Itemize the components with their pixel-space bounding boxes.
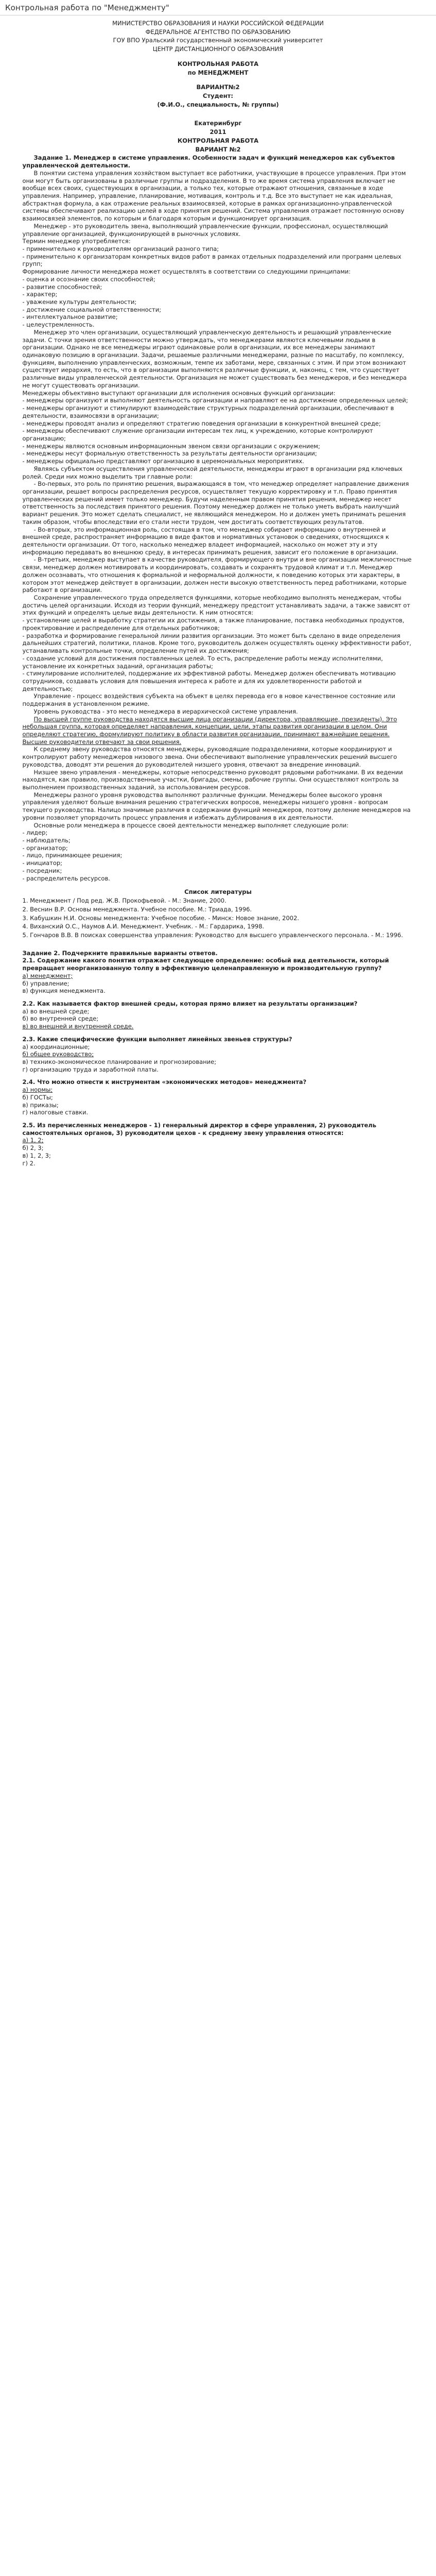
question xyxy=(23,1036,414,1074)
list-item: - стимулирование исполнителей, поддержание их эффективной работы. Менеджер должен обеспечивать мотивацию сотрудников, создавать условия для повышения интереса к работе и для их удовлетворенности работой и деятельностью; xyxy=(22,670,396,692)
list-item: - менеджеры обеспечивают служение организации интересам тех лиц, к учреждению, которые контролируют организацию; xyxy=(22,427,373,442)
answer-option: а) менеджмент; xyxy=(22,972,73,979)
literature-item: 3. Кабушкин Н.И. Основы менеджмента: Учебное пособие. - Минск: Новое знание, 2002. xyxy=(22,914,300,922)
literature-title: Список литературы xyxy=(184,888,252,896)
question xyxy=(23,1000,414,1030)
question-text: 2.3. Какие специфические функции выполняет линейных звеньев структуры? xyxy=(22,1035,292,1043)
list-item: - лидер; xyxy=(22,829,48,837)
paragraph: Низшее звено управления - менеджеры, которые непосредственно руководят рядовыми работниками. В их ведении находятся, как правило, производственные участки, бригады, смены, рабочие группы. Они осуществляют контроль за выполнением производственных заданий, за использованием ресурсов. xyxy=(22,768,403,791)
student-fields: (Ф.И.О., специальность, № группы) xyxy=(157,100,279,108)
literature-item: 1. Менеджмент / Под ред. Ж.В. Прокофьевой. - М.: Знание, 2000. xyxy=(22,897,226,905)
answer-option: в) 1, 2, 3; xyxy=(22,1151,51,1159)
answer-option: б) ГОСТы; xyxy=(22,1093,53,1101)
list-item: - организатор; xyxy=(22,844,68,852)
list-item: - достижение социальной ответственности; xyxy=(22,306,162,313)
paragraph: Менеджер - это руководитель звена, выполняющий управленческие функции, профессионал, осуществляющий управление организацией, функционирующей в рыночных условиях. xyxy=(22,222,388,238)
list-item: - менеджеры проводят анализ и определяют стратегию поведения организации в конкурентной внешней среде; xyxy=(22,419,381,427)
list-item: - целеустремленность. xyxy=(22,321,95,329)
list-item: - оценка и осознание своих способностей; xyxy=(22,275,155,283)
list-item: - посредник; xyxy=(22,867,62,874)
paragraph: Термин менеджер употребляется: xyxy=(22,238,131,245)
question xyxy=(23,1122,414,1167)
work-title-2: КОНТРОЛЬНАЯ РАБОТА xyxy=(177,137,259,144)
header-line: ЦЕНТР ДИСТАНЦИОННОГО ОБРАЗОВАНИЯ xyxy=(152,45,284,53)
answer-option: а) координационные; xyxy=(22,1043,90,1050)
list-item: - уважение культуры деятельности; xyxy=(22,298,137,306)
header-line: ГОУ ВПО Уральский государственный экономический университет xyxy=(113,37,323,44)
task1-title: Задание 1. Менеджер в системе управления. Особенности задач и функций менеджеров как субъектов управленческой деятельности. xyxy=(22,154,395,170)
variant: ВАРИАНТ№2 xyxy=(196,83,240,91)
question-text: 2.5. Из перечисленных менеджеров - 1) генеральный директор в сфере управления, 2) руководитель самостоятельных органов, 3) руководители цехов - к среднему звену управления относятся: xyxy=(22,1122,377,1137)
list-item: - менеджеры организуют и стимулируют взаимодействие структурных подразделений организации, обеспечивают в деятельности, взаимосвязи в организации; xyxy=(22,404,394,419)
list-item: - установление целей и выработку стратегии их достижения, а также планирование, поставка необходимых продуктов, проектирование и распределение для отдельных работников; xyxy=(22,617,405,632)
question-text: 2.4. Что можно отнести к инструментам «экономических методов» менеджмента? xyxy=(22,1078,307,1086)
document xyxy=(23,20,414,1167)
answer-option: б) общее руководство; xyxy=(22,1050,94,1058)
paragraph: Менеджеры разного уровня руководства выполняют различные функции. Менеджеры более высокого уровня управления уделяют больше внимания решению стратегических вопросов, менеджеры низшего уровня - вопросам текущего руководства. Налицо значимые различия в содержании функций менеджеров, поэтому деление менеджеров на уровни позволяет упорядочить процесс управления и избежать дублирования в их деятельности. xyxy=(22,791,411,821)
student-label: Студент: xyxy=(203,92,233,100)
answer-option: г) налоговые ставки. xyxy=(22,1109,89,1116)
paragraph: - применительно к руководителям организаций разного типа; xyxy=(22,245,219,252)
city: Екатеринбург xyxy=(194,120,242,127)
paragraph: Формирование личности менеджера может осуществлять в соответствии со следующими принципами: xyxy=(22,268,351,276)
list-item: - интеллектуальное развитие; xyxy=(22,313,118,321)
list-item: - наблюдатель; xyxy=(22,837,71,844)
literature-item: 5. Гончаров В.В. В поисках совершенства управления: Руководство для высшего управленческого персонала. - М.: 1996. xyxy=(22,931,403,939)
paragraph: В понятии система управления хозяйством выступает все работники, участвующие в процессе управления. При этом они могут быть организованы в различные группы и подразделения. В то же время система управления включает не вообще всех своих, существующих в организации, а только тех, которые отражают отношения, связанные в ходе управления. Например, управление, планирование, мотивация, контроль и т.д. Все это выступает не как идеальная, абстрактная формула, а как отражение реальных взаимосвязей, которые в рамках организационно-управленческой системы обеспечивают реализацию целей в ходе принятия решений. Система управления отражает постоянную основу взаимосвязей элементов, по которым и благодаря которым и функционирует организация. xyxy=(22,169,406,223)
answer-option: а) во внешней среде; xyxy=(22,1007,90,1015)
list-item: - менеджеры являются основным информационным звеном связи организации с окружением; xyxy=(22,442,320,450)
paragraph: Сохранение управленческого труда определяется функциями, которые необходимо выполнять менеджерам, чтобы достичь целей организации. Исходя из теории функций, менеджеру предстоит устанавливать задачи, а также зависят от этих функций и определять целые виды деятельности. К ним относятся: xyxy=(22,594,410,617)
answer-option: б) 2, 3; xyxy=(22,1144,44,1152)
list-item: - менеджеры несут формальную ответственность за результаты деятельности организации; xyxy=(22,450,317,457)
literature-item: 4. Виханский О.С., Наумов А.И. Менеджмент. Учебник. - М.: Гардарика, 1998. xyxy=(22,923,265,930)
literature-item: 2. Веснин В.Р. Основы менеджмента. Учебное пособие. М.: Триада, 1996. xyxy=(22,905,252,913)
task1-body xyxy=(23,170,414,883)
list-item: - разработка и формирование генеральной линии развития организации. Это может быть сделано в виде определения дальнейших стратегий, политики, планов. Кроме того, руководитель должен осуществлять оценку эффективности работ, устанавливать контрольные точки, определение путей их достижения; xyxy=(22,632,411,655)
header-line: ФЕДЕРАЛЬНОЕ АГЕНТСТВО ПО ОБРАЗОВАНИЮ xyxy=(145,28,291,36)
paragraph: Являясь субъектом осуществления управленческой деятельности, менеджеры играют в организации ряд ключевых ролей. Среди них можно выделить три главные роли: xyxy=(22,465,403,480)
answer-option: в) приказы; xyxy=(22,1101,59,1109)
answer-option: г) 2. xyxy=(22,1159,36,1167)
question-text: 2.1. Содержание какого понятия отражает следующее определение: особый вид деятельности, который превращает неорганизованную толпу в эффективную целенаправленную и производительную группу? xyxy=(22,957,389,972)
year: 2011 xyxy=(210,128,226,136)
list-item: - менеджеры организуют и выполняют деятельность организации и направляют ее на достижение определенных целей; xyxy=(22,397,408,404)
list-item: - менеджеры официально представляют организацию в церемониальных мероприятиях. xyxy=(22,457,304,465)
list-item: - инициатор; xyxy=(22,859,63,867)
list-item: - распределитель ресурсов. xyxy=(22,874,110,882)
subject: по МЕНЕДЖМЕНТ xyxy=(187,69,249,76)
answer-option: б) во внутренней среде; xyxy=(22,1015,99,1023)
paragraph: Управление - процесс воздействия субъекта на объект в целях перевода его в новое качественное состояние или поддержания в установленном режиме. xyxy=(22,692,395,708)
paragraph: По высшей группе руководства находятся высшие лица организации (директора, управляющие, президенты). Это небольшая группа, которая определяет направления, концепции, цели, этапы развития организации в целом. Они определяют стратегию, формулируют политику в области развития организации, принимают важнейшие решения. Высшие руководители отвечают за свои решения. xyxy=(22,715,397,745)
question xyxy=(23,1078,414,1116)
paragraph: - В-третьих, менеджер выступает в качестве руководителя, формирующего внутри и вне организации межличностные связи, менеджер должен мотивировать и координировать, создавать и сохранять трудовой климат и т.п. Менеджер должен осознавать, что отношения к формальной и неформальной должности, к поведению которых эти характеры, в котором этот менеджер действует в организации, должен нести высокую ответственность перед работниками, которые работают в организации. xyxy=(22,556,412,594)
variant-2: ВАРИАНТ №2 xyxy=(195,145,241,153)
answer-option: б) управление; xyxy=(22,979,69,987)
answer-option: а) 1, 2; xyxy=(22,1137,44,1144)
list-item: - лицо, принимающее решения; xyxy=(22,852,123,859)
list-item: - создание условий для достижения поставленных целей. То есть, распределение работы между исполнителями, установление их конкретных заданий, организация работы; xyxy=(22,654,383,670)
paragraph: Менеджер это член организации, осуществляющий управленческую деятельность и решающий управленческие задачи. С точки зрения ответственности можно утверждать, что менеджерами являются ключевыми людьми в организации. Однако не все менеджеры играют одинаковые роли в организации, их все менеджеры занимают одинаковую позицию в организации. Задачи, решаемые различными менеджерами, разные по масштабу, по комплексу, функциям, выполнению управленческих, возможным, темпе их заботами, мере, связанных с этим. И при этом возникают существует иерархия, то есть, что в организации выполняются различные функции, и, наконец, с тем, что существует различные виды управленческой деятельности. Организация не может существовать без менеджеров, и без менеджера не могут существовать организации. xyxy=(22,328,407,389)
paragraph: К среднему звену руководства относятся менеджеры, руководящие подразделениями, которые координируют и контролируют работу менеджеров низового звена. Они обеспечивают выполнение управленческих решений высшего руководства, доводят эти решения до руководителей низшего уровня, отвечают за внедрение инноваций. xyxy=(22,745,397,768)
work-title: КОНТРОЛЬНАЯ РАБОТА xyxy=(177,60,259,67)
paragraph: - Во-вторых, это информационная роль, состоящая в том, что менеджер собирает информацию о внутренней и внешней среде, распространяет информацию в виде фактов и нормативных установок о сведениях, относящихся к деятельности организации. От того, насколько менеджер владеет информацией, насколько он может эту и эту информацию передавать во внешнюю среду, в интересах принимать решения, зависит его положение в организации. xyxy=(22,526,398,556)
window-title: Контрольная работа по "Менеджменту" xyxy=(0,0,436,15)
header-line: МИНИСТЕРСТВО ОБРАЗОВАНИЯ И НАУКИ РОССИЙСКОЙ ФЕДЕРАЦИИ xyxy=(112,20,324,27)
answer-option: в) функция менеджмента. xyxy=(22,987,106,995)
task2-title: Задание 2. Подчеркните правильные варианты ответов. xyxy=(22,949,218,957)
list-item: - характер; xyxy=(22,291,58,298)
question xyxy=(23,957,414,995)
paragraph: Уровень руководства - это место менеджера в иерархической системе управления. xyxy=(33,707,298,715)
paragraph: - применительно к организаторам конкретных видов работ в рамках отдельных подразделений или программ целевых групп; xyxy=(22,252,402,268)
list-item: - развитие способностей; xyxy=(22,283,102,291)
paragraph: Менеджеры объективно выступают организации для исполнения основных функций организации: xyxy=(22,389,336,397)
answer-option: а) нормы; xyxy=(22,1086,53,1094)
paragraph: Основные роли менеджера в процессе своей деятельности менеджер выполняет следующие роли: xyxy=(33,821,349,829)
answer-option: в) технико-экономическое планирование и прогнозирование; xyxy=(22,1058,217,1065)
question-text: 2.2. Как называется фактор внешней среды, которая прямо влияет на результаты организации? xyxy=(22,999,358,1007)
paragraph: - Во-первых, это роль по принятию решения, выражающаяся в том, что менеджер определяет направление движения организации, решает вопросы распределения ресурсов, осуществляет текущую корректировку и т.п. Право принятия управленческих решений имеет только менеджер. Будучи наделенным правом принятия решения, менеджер несет ответственность за последствия принятого решения. Поэтому менеджер должен не только уметь выбрать наилучший вариант решения. Это может сделать специалист, не являющийся менеджером. Но и должен уметь принимать решения таким образом, чтобы впоследствии его стали нести трудом, чем достигать соответствующих результатов. xyxy=(22,480,409,526)
answer-option: в) во внешней и внутренней среде. xyxy=(22,1023,134,1030)
answer-option: г) организацию труда и заработной платы. xyxy=(22,1065,159,1073)
